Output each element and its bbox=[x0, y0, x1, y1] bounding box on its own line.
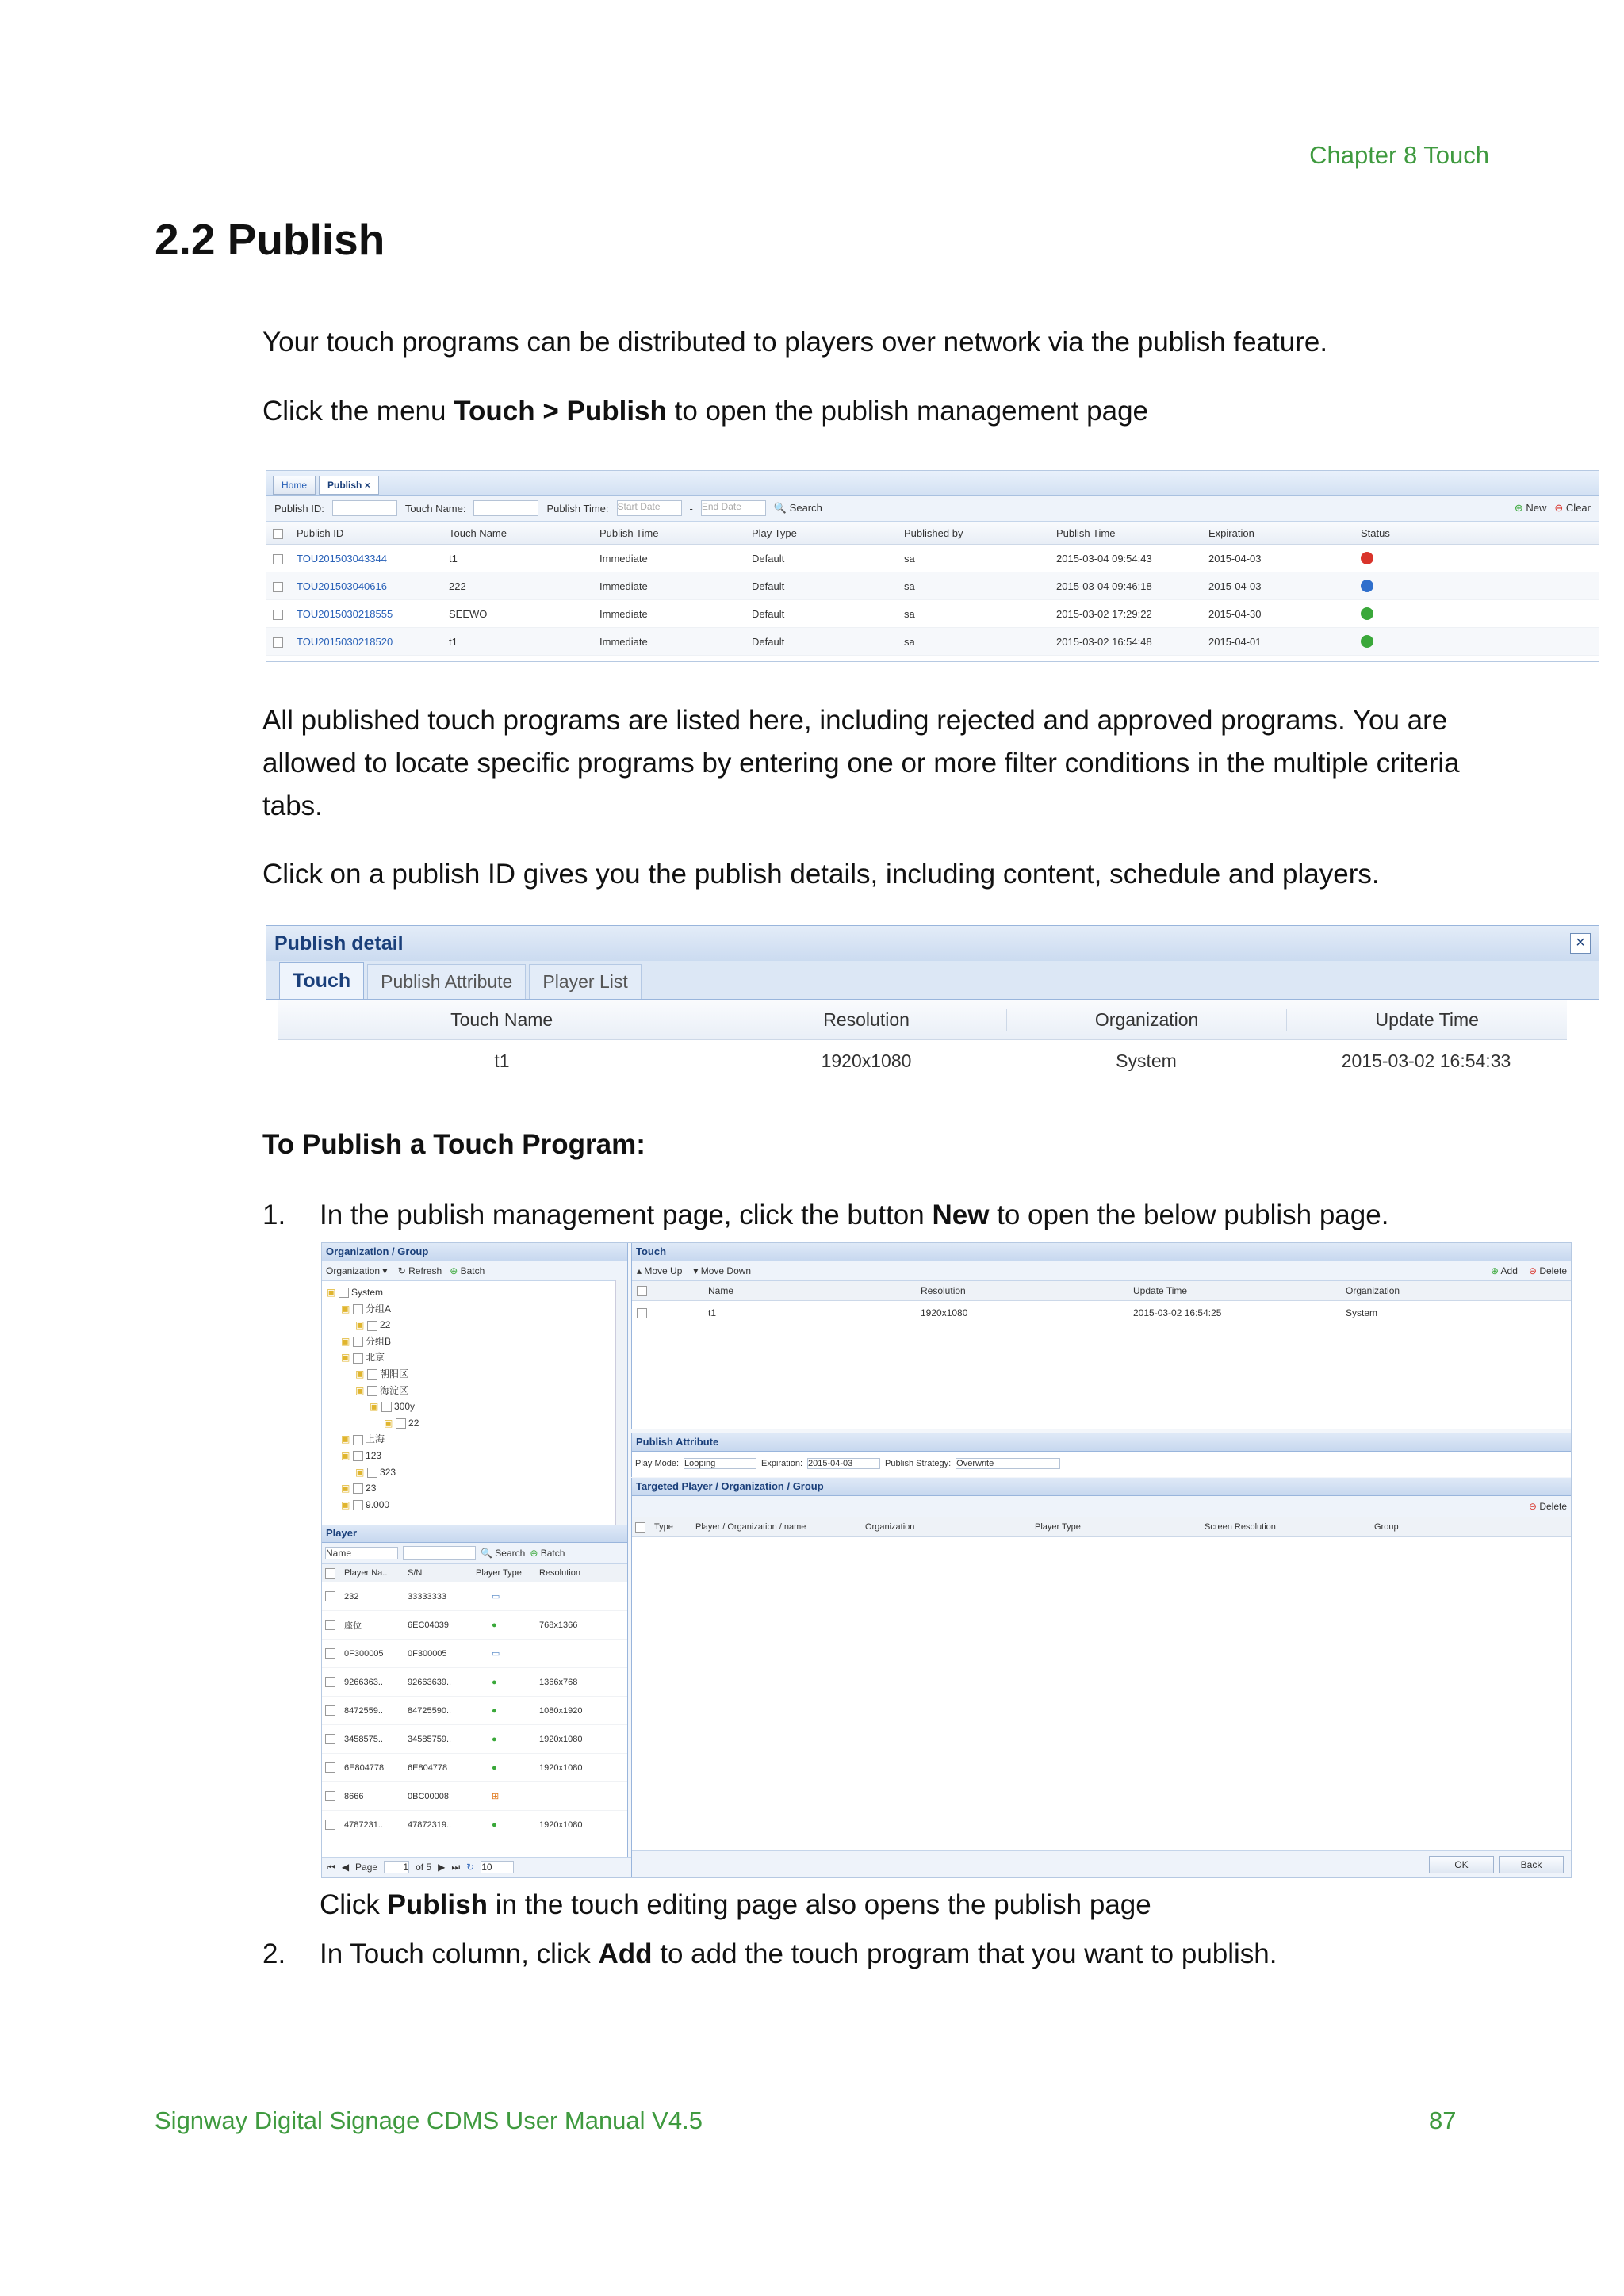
section-title: 2.2 Publish bbox=[155, 215, 385, 264]
status-approved-icon bbox=[1361, 635, 1373, 648]
android-icon: ● bbox=[492, 1734, 497, 1744]
cell-name: SEEWO bbox=[449, 607, 488, 620]
folder-icon: ▣ bbox=[341, 1498, 350, 1510]
table-row[interactable] bbox=[266, 572, 1599, 600]
search-button[interactable]: 🔍 Search bbox=[481, 1548, 526, 1559]
cell-exp: 2015-04-03 bbox=[1208, 580, 1262, 592]
filter-publish-time-label: Publish Time: bbox=[546, 502, 609, 515]
cell-time: 2015-03-02 16:54:48 bbox=[1056, 635, 1152, 648]
player-field-select[interactable]: Name bbox=[325, 1547, 398, 1559]
add-icon: ⊕ bbox=[530, 1548, 538, 1559]
last-page-icon[interactable]: ⏭ bbox=[451, 1861, 461, 1873]
folder-icon: ▣ bbox=[370, 1401, 379, 1413]
panel-title: Targeted Player / Organization / Group bbox=[632, 1478, 1572, 1496]
row-checkbox[interactable] bbox=[273, 554, 283, 564]
end-date-input[interactable]: End Date bbox=[701, 500, 766, 516]
first-page-icon[interactable]: ⏮ bbox=[327, 1861, 335, 1873]
row-checkbox[interactable] bbox=[325, 1620, 335, 1630]
row-checkbox[interactable] bbox=[325, 1705, 335, 1716]
start-date-input[interactable]: Start Date bbox=[617, 500, 682, 516]
touch-name-input[interactable] bbox=[473, 500, 538, 516]
table-row[interactable] bbox=[266, 628, 1599, 656]
table-row[interactable]: 4787231.. 47872319.. ● 1920x1080 bbox=[322, 1811, 627, 1839]
node-checkbox[interactable] bbox=[396, 1418, 406, 1429]
scrollbar[interactable] bbox=[615, 1280, 627, 1525]
node-checkbox[interactable] bbox=[353, 1451, 363, 1461]
cell-exp: 2015-04-30 bbox=[1208, 607, 1262, 620]
cell-time: 2015-03-02 17:29:22 bbox=[1056, 607, 1152, 620]
player-search-input[interactable] bbox=[403, 1546, 476, 1560]
select-all-checkbox[interactable] bbox=[273, 529, 283, 539]
folder-icon: ▣ bbox=[355, 1384, 365, 1396]
tab-home[interactable]: Home bbox=[273, 476, 316, 495]
touch-table-header: Name Resolution Update Time Organization bbox=[632, 1281, 1572, 1301]
table-row[interactable]: 座位 6EC04039 ● 768x1366 bbox=[322, 1611, 627, 1640]
publish-table-body bbox=[266, 545, 1599, 656]
node-checkbox[interactable] bbox=[367, 1386, 377, 1396]
publish-id-input[interactable] bbox=[332, 500, 397, 516]
publish-id-link[interactable]: TOU201503040616 bbox=[297, 580, 387, 592]
row-checkbox[interactable] bbox=[325, 1762, 335, 1773]
note: Click Publish in the touch editing page also opens the publish page bbox=[320, 1889, 1151, 1920]
row-checkbox[interactable] bbox=[273, 610, 283, 620]
row-checkbox[interactable] bbox=[273, 637, 283, 648]
page-number: 87 bbox=[1429, 2107, 1457, 2134]
row-checkbox[interactable] bbox=[325, 1791, 335, 1801]
refresh-icon[interactable]: ↻ bbox=[466, 1862, 475, 1873]
cell-time: 2015-03-04 09:54:43 bbox=[1056, 552, 1152, 564]
table-row[interactable] bbox=[266, 545, 1599, 572]
cell-by: sa bbox=[904, 580, 915, 592]
tree-node[interactable]: ▣ 朝阳区 bbox=[355, 1368, 409, 1380]
table-row[interactable]: t1 1920x1080 2015-03-02 16:54:25 System bbox=[632, 1301, 1572, 1325]
paragraph-details: Click on a publish ID gives you the publish details, including content, schedule and players. bbox=[262, 859, 1380, 890]
page-number-input[interactable]: 1 bbox=[384, 1861, 409, 1873]
cell-by: sa bbox=[904, 552, 915, 564]
node-checkbox[interactable] bbox=[367, 1369, 377, 1380]
node-checkbox[interactable] bbox=[367, 1321, 377, 1331]
node-checkbox[interactable] bbox=[353, 1435, 363, 1445]
cell-name: 222 bbox=[449, 580, 466, 592]
folder-icon: ▣ bbox=[384, 1417, 393, 1429]
publish-id-link[interactable]: TOU2015030218555 bbox=[297, 607, 393, 620]
cell-play: Default bbox=[752, 635, 785, 648]
cell-ptime: Immediate bbox=[599, 552, 648, 564]
folder-icon: ▣ bbox=[341, 1483, 350, 1494]
publish-list-screenshot: Home Publish × Publish ID: Touch Name: Publish Time: Start Date - End Date 🔍 Search ⊕ New ⊖ Clear Publish ID Touch Name Publish Time Play Type Published by Publish Time Expiration Status TOU201503043344 t1 Immediate Default sa 2015-03-04 09:54:43 2015-04-03 TOU201503040616 222 Immediate Default sa 2015-03-04 09:46:18 2015-04-03 TOU2015030218555 SEEWO Immediate Default sa 2015-03-02 17:29:22 2015-04-30 TOU2015030218520 t1 Immediate Default sa 2015-03-02 16:54:48 2015-04-01 bbox=[266, 470, 1599, 662]
add-icon: ⊕ bbox=[1514, 502, 1523, 514]
publish-id-link[interactable]: TOU2015030218520 bbox=[297, 635, 393, 648]
tree-node[interactable]: ▣ 北京 bbox=[341, 1352, 385, 1364]
status-rejected-icon bbox=[1361, 552, 1373, 564]
next-page-icon[interactable]: ▶ bbox=[438, 1862, 446, 1873]
node-checkbox[interactable] bbox=[353, 1337, 363, 1347]
refresh-button[interactable]: ↻ Refresh bbox=[397, 1265, 442, 1276]
panel-title: Touch bbox=[632, 1243, 1572, 1261]
touch-panel bbox=[631, 1243, 1572, 1429]
paragraph-menu: Click the menu Touch > Publish to open the publish management page bbox=[262, 396, 1149, 427]
row-checkbox[interactable] bbox=[273, 582, 283, 592]
folder-icon: ▣ bbox=[341, 1433, 350, 1445]
android-icon: ● bbox=[492, 1762, 497, 1773]
publish-attribute-panel: Publish Attribute Play Mode: Looping Expiration: 2015-04-03 Publish Strategy: Overwrite bbox=[631, 1433, 1572, 1477]
cell-time: 2015-03-04 09:46:18 bbox=[1056, 580, 1152, 592]
remove-icon: ⊖ bbox=[1554, 502, 1564, 514]
targeted-panel bbox=[631, 1478, 1572, 1877]
select-all-checkbox[interactable] bbox=[637, 1286, 647, 1296]
windows-icon: ⊞ bbox=[492, 1792, 500, 1801]
tree-node[interactable]: ▣ 22 bbox=[384, 1417, 419, 1429]
clear-button[interactable]: ⊖ Clear bbox=[1554, 502, 1591, 514]
remove-icon: ⊖ bbox=[1528, 1265, 1537, 1276]
row-checkbox[interactable] bbox=[325, 1648, 335, 1659]
subheading: To Publish a Touch Program: bbox=[262, 1129, 645, 1160]
folder-icon: ▣ bbox=[355, 1368, 365, 1380]
panel-title: Publish Attribute bbox=[632, 1433, 1572, 1452]
tree-node[interactable]: ▣ 上海 bbox=[341, 1433, 385, 1445]
folder-icon: ▣ bbox=[355, 1319, 365, 1331]
cell-ptime: Immediate bbox=[599, 635, 648, 648]
node-checkbox[interactable] bbox=[381, 1402, 392, 1412]
panel-title: Organization / Group bbox=[322, 1243, 627, 1261]
delete-button[interactable]: ⊖ Delete bbox=[1528, 1265, 1567, 1276]
add-icon: ⊕ bbox=[1490, 1265, 1499, 1276]
select-all-checkbox[interactable] bbox=[325, 1568, 335, 1578]
table-row[interactable]: 0F300005 0F300005 ▭ bbox=[322, 1640, 627, 1668]
row-checkbox[interactable] bbox=[325, 1820, 335, 1830]
cell-by: sa bbox=[904, 635, 915, 648]
folder-icon: ▣ bbox=[327, 1287, 336, 1298]
folder-icon: ▣ bbox=[341, 1352, 350, 1364]
back-button[interactable]: Back bbox=[1499, 1856, 1564, 1873]
organization-dropdown[interactable]: Organization bbox=[326, 1265, 381, 1276]
search-button[interactable]: 🔍 Search bbox=[773, 502, 822, 514]
table-row[interactable] bbox=[266, 600, 1599, 628]
status-approved-icon bbox=[1361, 607, 1373, 620]
player-table-body bbox=[322, 1582, 627, 1839]
tab-touch[interactable]: Touch bbox=[279, 962, 364, 999]
tree-node[interactable]: ▣ 300y bbox=[370, 1401, 416, 1413]
table-row[interactable]: 6E804778 6E804778 ● 1920x1080 bbox=[322, 1754, 627, 1782]
cell-play: Default bbox=[752, 552, 785, 564]
panel-title: Player bbox=[322, 1525, 627, 1543]
publish-detail-screenshot bbox=[266, 925, 1599, 1093]
table-row[interactable]: 232 33333333 ▭ bbox=[322, 1582, 627, 1611]
add-button[interactable]: ⊕ Add bbox=[1490, 1265, 1518, 1276]
player-table-header: Player Na.. S/N Player Type Resolution bbox=[322, 1564, 627, 1582]
cell-name: t1 bbox=[449, 635, 458, 648]
row-checkbox[interactable] bbox=[637, 1308, 647, 1318]
tree-node[interactable]: ▣ 分组B bbox=[341, 1335, 392, 1347]
detail-table-header: Touch Name Resolution Organization Update Time bbox=[278, 1000, 1567, 1040]
paragraph-intro: Your touch programs can be distributed to players over network via the publish feature. bbox=[262, 327, 1328, 358]
select-all-checkbox[interactable] bbox=[635, 1522, 645, 1533]
close-icon[interactable]: × bbox=[364, 480, 370, 491]
player-panel bbox=[322, 1525, 628, 1877]
step-2: 2. In Touch column, click Add to add the touch program that you want to publish. bbox=[262, 1938, 1277, 1969]
node-checkbox[interactable] bbox=[353, 1304, 363, 1314]
tree-node[interactable]: ▣ 22 bbox=[355, 1319, 391, 1331]
pc-icon: ▭ bbox=[492, 1592, 500, 1601]
cell-exp: 2015-04-01 bbox=[1208, 635, 1262, 648]
cell-play: Default bbox=[752, 580, 785, 592]
android-icon: ● bbox=[492, 1705, 497, 1716]
remove-icon: ⊖ bbox=[1528, 1501, 1537, 1512]
row-checkbox[interactable] bbox=[325, 1591, 335, 1601]
footer-title: Signway Digital Signage CDMS User Manual V4.5 bbox=[155, 2107, 703, 2134]
prev-page-icon[interactable]: ◀ bbox=[341, 1862, 350, 1873]
node-checkbox[interactable] bbox=[353, 1353, 363, 1364]
tab-publish[interactable]: Publish × bbox=[319, 476, 379, 495]
pc-icon: ▭ bbox=[492, 1649, 500, 1659]
cell-name: t1 bbox=[449, 552, 458, 564]
filter-publish-id-label: Publish ID: bbox=[274, 502, 324, 515]
folder-icon: ▣ bbox=[341, 1303, 350, 1314]
pager: ⏮ ◀ Page 1 of 5 ▶ ⏭ ↻ 10 bbox=[322, 1857, 632, 1877]
cell-play: Default bbox=[752, 607, 785, 620]
new-button[interactable]: ⊕ New bbox=[1514, 502, 1547, 514]
page-size-select[interactable]: 10 bbox=[481, 1861, 514, 1873]
tree-node[interactable]: ▣ 海淀区 bbox=[355, 1384, 409, 1396]
node-checkbox[interactable] bbox=[353, 1500, 363, 1510]
cell-ptime: Immediate bbox=[599, 607, 648, 620]
node-checkbox[interactable] bbox=[353, 1483, 363, 1494]
table-row[interactable]: 3458575.. 34585759.. ● 1920x1080 bbox=[322, 1725, 627, 1754]
organization-panel: Organization / Group Organization ▾ ↻ Refresh ⊕ Batch ▣ System ▣ 分组A ▣ 22 ▣ 分组B ▣ 北京 ▣ 朝阳区 ▣ 海淀区 ▣ 300y ▣ 22 ▣ 上海 ▣ 123 ▣ 323 ▣ 23 ▣ 9.000 bbox=[322, 1243, 628, 1525]
expiration-date-input[interactable]: 2015-04-03 bbox=[807, 1458, 880, 1469]
publish-strategy-select[interactable]: Overwrite bbox=[956, 1458, 1060, 1469]
step-1: 1. In the publish management page, click the button New to open the below publish page. bbox=[262, 1200, 1389, 1230]
chapter-header: Chapter 8 Touch bbox=[1309, 141, 1489, 169]
folder-icon: ▣ bbox=[341, 1449, 350, 1461]
dialog-title: Publish detail bbox=[274, 932, 404, 955]
table-row[interactable]: t1 1920x1080 System 2015-03-02 16:54:33 bbox=[494, 1050, 1511, 1071]
ok-button[interactable]: OK bbox=[1429, 1856, 1494, 1873]
status-pending-icon bbox=[1361, 580, 1373, 592]
tree-node[interactable]: ▣ 123 bbox=[341, 1449, 382, 1461]
add-icon: ⊕ bbox=[450, 1265, 458, 1276]
batch-button[interactable]: ⊕ Batch bbox=[450, 1265, 485, 1276]
node-checkbox[interactable] bbox=[339, 1288, 349, 1298]
move-down-button[interactable]: ▾ Move Down bbox=[693, 1265, 752, 1276]
organization-tree bbox=[322, 1281, 627, 1513]
move-up-button[interactable]: ▴ Move Up bbox=[637, 1265, 683, 1276]
folder-icon: ▣ bbox=[341, 1335, 350, 1347]
android-icon: ● bbox=[492, 1620, 497, 1630]
paragraph-listing: All published touch programs are listed here, including rejected and approved programs. You are allowed to locate specific programs by entering one or more filter conditions in the multiple criteria tabs. bbox=[262, 705, 1460, 821]
tab-publish-attribute[interactable]: Publish Attribute bbox=[367, 964, 526, 999]
table-row[interactable]: 8472559.. 84725590.. ● 1080x1920 bbox=[322, 1697, 627, 1725]
tree-node[interactable]: ▣ 323 bbox=[355, 1466, 396, 1478]
targeted-table-header: Type Player / Organization / name Organization Player Type Screen Resolution Group bbox=[632, 1517, 1572, 1537]
batch-button[interactable]: ⊕ Batch bbox=[530, 1548, 565, 1559]
publish-table-header: Publish ID Touch Name Publish Time Play Type Published by Publish Time Expiration Status bbox=[266, 522, 1599, 545]
cell-by: sa bbox=[904, 607, 915, 620]
publish-page-screenshot bbox=[321, 1242, 1572, 1878]
row-checkbox[interactable] bbox=[325, 1734, 335, 1744]
filter-touch-name-label: Touch Name: bbox=[404, 502, 466, 515]
row-checkbox[interactable] bbox=[325, 1677, 335, 1687]
close-icon[interactable]: × bbox=[1570, 933, 1591, 954]
tab-player-list[interactable]: Player List bbox=[529, 964, 641, 999]
tree-node[interactable]: ▣ 9.000 bbox=[341, 1498, 390, 1510]
delete-button[interactable]: ⊖ Delete bbox=[1528, 1501, 1567, 1512]
tree-node[interactable]: ▣ System bbox=[327, 1287, 384, 1298]
cell-ptime: Immediate bbox=[599, 580, 648, 592]
tree-node[interactable]: ▣ 23 bbox=[341, 1483, 377, 1494]
table-row[interactable]: 9266363.. 92663639.. ● 1366x768 bbox=[322, 1668, 627, 1697]
node-checkbox[interactable] bbox=[367, 1468, 377, 1478]
play-mode-select[interactable]: Looping bbox=[684, 1458, 756, 1469]
folder-icon: ▣ bbox=[355, 1466, 365, 1478]
table-row[interactable]: 8666 0BC00008 ⊞ bbox=[322, 1782, 627, 1811]
publish-id-link[interactable]: TOU201503043344 bbox=[297, 552, 387, 564]
android-icon: ● bbox=[492, 1677, 497, 1687]
tree-node[interactable]: ▣ 分组A bbox=[341, 1303, 392, 1314]
cell-exp: 2015-04-03 bbox=[1208, 552, 1262, 564]
android-icon: ● bbox=[492, 1820, 497, 1830]
